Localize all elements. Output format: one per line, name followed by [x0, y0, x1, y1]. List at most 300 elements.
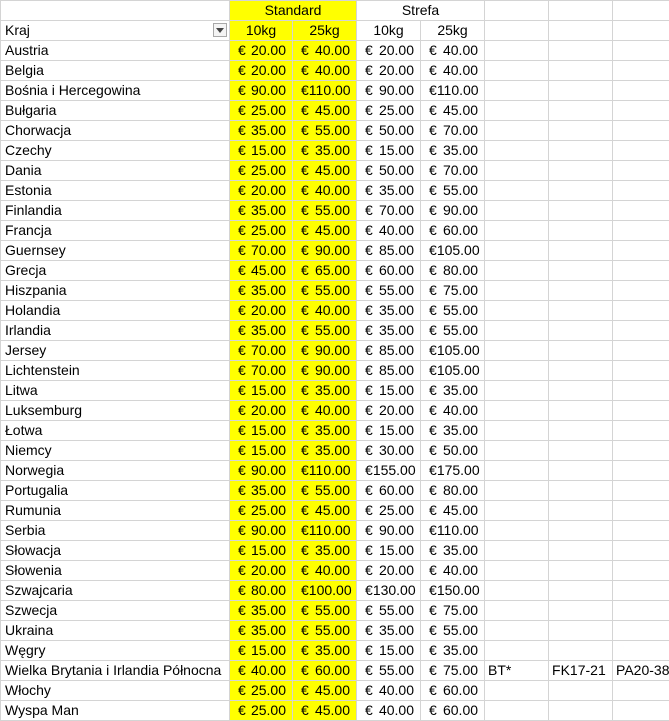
- table-row: [1, 181, 669, 201]
- price-cell-s25[interactable]: [293, 621, 357, 641]
- price-cell-s25[interactable]: [293, 381, 357, 401]
- price-cell-s25[interactable]: [293, 181, 357, 201]
- extra-cell-e2[interactable]: [549, 321, 613, 341]
- country-cell[interactable]: Litwa: [1, 381, 230, 401]
- extra-cell-e3[interactable]: [613, 121, 669, 141]
- price-cell-s25[interactable]: [293, 601, 357, 621]
- extra-cell-e3[interactable]: [613, 81, 669, 101]
- price-cell-z10[interactable]: [357, 121, 421, 141]
- price-cell-s10[interactable]: [230, 261, 293, 281]
- price-cell-z10[interactable]: [357, 181, 421, 201]
- price-cell-s25[interactable]: [293, 41, 357, 61]
- extra-cell-e3[interactable]: [613, 281, 669, 301]
- extra-cell-e1[interactable]: [485, 181, 549, 201]
- extra-cell-e2[interactable]: [549, 61, 613, 81]
- extra-cell-e3[interactable]: [613, 701, 669, 721]
- extra-cell-e1[interactable]: [485, 641, 549, 661]
- price-cell-z10[interactable]: [357, 101, 421, 121]
- country-cell[interactable]: Belgia: [1, 61, 230, 81]
- extra-cell-e3[interactable]: [613, 341, 669, 361]
- price-cell-z10[interactable]: [357, 521, 421, 541]
- extra-cell-e3[interactable]: [613, 441, 669, 461]
- price-cell-s25[interactable]: [293, 141, 357, 161]
- price-cell-z10[interactable]: [357, 401, 421, 421]
- extra-cell-e1[interactable]: [485, 621, 549, 641]
- price-cell-s25[interactable]: [293, 61, 357, 81]
- header-standard-25kg[interactable]: 25kg: [293, 21, 357, 41]
- extra-cell-e1[interactable]: [485, 601, 549, 621]
- price-cell-z10[interactable]: [357, 61, 421, 81]
- price-cell-s25[interactable]: [293, 681, 357, 701]
- country-cell[interactable]: Słowenia: [1, 561, 230, 581]
- price-cell-s25[interactable]: [293, 281, 357, 301]
- price-cell-s10[interactable]: [230, 421, 293, 441]
- price-cell-s25[interactable]: [293, 701, 357, 721]
- price-cell-s10[interactable]: [230, 481, 293, 501]
- price-cell-s10[interactable]: [230, 101, 293, 121]
- extra-cell-e2[interactable]: [549, 681, 613, 701]
- extra-cell-e2[interactable]: [549, 221, 613, 241]
- extra-cell-e2[interactable]: [549, 401, 613, 421]
- price-cell-z10[interactable]: [357, 141, 421, 161]
- price-cell-s10[interactable]: [230, 281, 293, 301]
- price-cell-z25[interactable]: [421, 221, 485, 241]
- price-cell-z25[interactable]: [421, 161, 485, 181]
- extra-cell-e2[interactable]: [549, 201, 613, 221]
- country-cell[interactable]: Słowacja: [1, 541, 230, 561]
- country-cell[interactable]: Bośnia i Hercegowina: [1, 81, 230, 101]
- country-cell[interactable]: Łotwa: [1, 421, 230, 441]
- price-cell-s10[interactable]: [230, 161, 293, 181]
- country-cell[interactable]: Czechy: [1, 141, 230, 161]
- extra-cell-e1[interactable]: [485, 101, 549, 121]
- price-cell-z10[interactable]: [357, 581, 421, 601]
- country-cell[interactable]: Serbia: [1, 521, 230, 541]
- extra-cell-e1[interactable]: BT*: [485, 661, 549, 681]
- price-cell-s25[interactable]: [293, 421, 357, 441]
- country-cell[interactable]: Hiszpania: [1, 281, 230, 301]
- header-strefa-10kg[interactable]: 10kg: [357, 21, 421, 41]
- price-cell-s25[interactable]: [293, 321, 357, 341]
- price-cell-z25[interactable]: [421, 601, 485, 621]
- extra-cell-e2[interactable]: [549, 601, 613, 621]
- price-value: 45.00: [314, 682, 351, 698]
- price-cell-s10[interactable]: [230, 241, 293, 261]
- price-cell-s10[interactable]: [230, 181, 293, 201]
- price-cell-z25[interactable]: [421, 201, 485, 221]
- price-cell-z25[interactable]: [421, 401, 485, 421]
- price-cell-s25[interactable]: [293, 161, 357, 181]
- extra-cell-e3[interactable]: [613, 181, 669, 201]
- price-cell-s25[interactable]: [293, 341, 357, 361]
- price-cell-z25[interactable]: [421, 441, 485, 461]
- country-cell[interactable]: Holandia: [1, 301, 230, 321]
- country-cell[interactable]: Bułgaria: [1, 101, 230, 121]
- extra-cell-e2[interactable]: [549, 521, 613, 541]
- price-cell-z10[interactable]: [357, 541, 421, 561]
- extra-cell-e2[interactable]: [549, 501, 613, 521]
- price-cell-z10[interactable]: [357, 261, 421, 281]
- price-cell-z10[interactable]: [357, 381, 421, 401]
- price-cell-s10[interactable]: [230, 401, 293, 421]
- extra-cell-e2[interactable]: [549, 301, 613, 321]
- price-cell-z25[interactable]: [421, 181, 485, 201]
- extra-cell-e2[interactable]: [549, 141, 613, 161]
- extra-cell-e2[interactable]: [549, 121, 613, 141]
- currency-symbol: €: [365, 122, 373, 138]
- price-cell-s25[interactable]: [293, 101, 357, 121]
- price-cell-s25[interactable]: [293, 581, 357, 601]
- price-cell-s10[interactable]: [230, 681, 293, 701]
- extra-cell-e1[interactable]: [485, 41, 549, 61]
- extra-cell-e3[interactable]: [613, 221, 669, 241]
- extra-cell-e2[interactable]: [549, 621, 613, 641]
- price-cell-s25[interactable]: [293, 261, 357, 281]
- extra-cell-e1[interactable]: [485, 341, 549, 361]
- price-cell-z25[interactable]: [421, 681, 485, 701]
- price-cell-z10[interactable]: [357, 301, 421, 321]
- price-cell-s10[interactable]: [230, 601, 293, 621]
- currency-symbol: €: [429, 162, 437, 178]
- price-cell-s10[interactable]: [230, 121, 293, 141]
- price-cell-z25[interactable]: [421, 121, 485, 141]
- extra-cell-e1[interactable]: [485, 221, 549, 241]
- extra-cell-e1[interactable]: [485, 241, 549, 261]
- extra-cell-e2[interactable]: [549, 641, 613, 661]
- extra-cell-e2[interactable]: [549, 341, 613, 361]
- price-cell-z25[interactable]: [421, 281, 485, 301]
- price-cell-s10[interactable]: [230, 461, 293, 481]
- price-cell-z25[interactable]: [421, 701, 485, 721]
- extra-cell-e2[interactable]: [549, 241, 613, 261]
- price-cell-z10[interactable]: [357, 241, 421, 261]
- price-cell-z10[interactable]: [357, 81, 421, 101]
- extra-cell-e2[interactable]: [549, 161, 613, 181]
- cell-empty-a1[interactable]: [1, 1, 230, 21]
- country-cell[interactable]: Jersey: [1, 341, 230, 361]
- extra-cell-e3[interactable]: [613, 201, 669, 221]
- extra-cell-e1[interactable]: [485, 361, 549, 381]
- price-cell-s10[interactable]: [230, 301, 293, 321]
- price-cell-z10[interactable]: [357, 461, 421, 481]
- price-cell-s25[interactable]: [293, 521, 357, 541]
- price-cell-z25[interactable]: [421, 41, 485, 61]
- price-cell-s10[interactable]: [230, 201, 293, 221]
- country-cell[interactable]: Wyspa Man: [1, 701, 230, 721]
- price-cell-z25[interactable]: [421, 581, 485, 601]
- extra-cell-e3[interactable]: [613, 481, 669, 501]
- country-cell[interactable]: Lichtenstein: [1, 361, 230, 381]
- price-cell-z25[interactable]: [421, 241, 485, 261]
- price-cell-z10[interactable]: [357, 661, 421, 681]
- price-cell-z10[interactable]: [357, 281, 421, 301]
- price-cell-s10[interactable]: [230, 581, 293, 601]
- country-cell[interactable]: Wielka Brytania i Irlandia Północna: [1, 661, 230, 681]
- price-cell-s25[interactable]: [293, 661, 357, 681]
- price-value: 40.00: [314, 182, 351, 198]
- extra-cell-e3[interactable]: [613, 621, 669, 641]
- price-cell-z10[interactable]: [357, 621, 421, 641]
- cell-empty[interactable]: [485, 1, 549, 21]
- price-cell-s10[interactable]: [230, 41, 293, 61]
- country-cell[interactable]: Norwegia: [1, 461, 230, 481]
- extra-cell-e2[interactable]: [549, 41, 613, 61]
- extra-cell-e2[interactable]: [549, 101, 613, 121]
- price-cell-s10[interactable]: [230, 321, 293, 341]
- extra-cell-e3[interactable]: [613, 581, 669, 601]
- extra-cell-e1[interactable]: [485, 561, 549, 581]
- price-cell-s25[interactable]: [293, 221, 357, 241]
- extra-cell-e1[interactable]: [485, 81, 549, 101]
- price-cell-z10[interactable]: [357, 701, 421, 721]
- extra-cell-e1[interactable]: [485, 581, 549, 601]
- extra-cell-e1[interactable]: [485, 141, 549, 161]
- extra-cell-e3[interactable]: [613, 241, 669, 261]
- extra-cell-e1[interactable]: [485, 381, 549, 401]
- country-cell[interactable]: Szwecja: [1, 601, 230, 621]
- price-cell-s10[interactable]: [230, 701, 293, 721]
- extra-cell-e3[interactable]: [613, 101, 669, 121]
- country-cell[interactable]: Austria: [1, 41, 230, 61]
- extra-cell-e3[interactable]: [613, 161, 669, 181]
- cell-empty[interactable]: [485, 21, 549, 41]
- extra-cell-e3[interactable]: [613, 521, 669, 541]
- price-cell-z25[interactable]: [421, 661, 485, 681]
- price-cell-s25[interactable]: [293, 441, 357, 461]
- price-cell-s25[interactable]: [293, 361, 357, 381]
- price-cell-z10[interactable]: [357, 341, 421, 361]
- price-cell-z10[interactable]: [357, 441, 421, 461]
- extra-cell-e1[interactable]: [485, 281, 549, 301]
- extra-cell-e1[interactable]: [485, 461, 549, 481]
- currency-symbol: €: [365, 462, 373, 478]
- price-cell-s25[interactable]: [293, 301, 357, 321]
- price-cell-z25[interactable]: [421, 381, 485, 401]
- extra-cell-e3[interactable]: [613, 141, 669, 161]
- extra-cell-e1[interactable]: [485, 421, 549, 441]
- price-cell-z10[interactable]: [357, 201, 421, 221]
- extra-cell-e1[interactable]: [485, 541, 549, 561]
- cell-empty[interactable]: [613, 21, 669, 41]
- price-cell-z10[interactable]: [357, 561, 421, 581]
- price-cell-z25[interactable]: [421, 521, 485, 541]
- extra-cell-e3[interactable]: [613, 61, 669, 81]
- price-cell-z25[interactable]: [421, 261, 485, 281]
- price-cell-s10[interactable]: [230, 641, 293, 661]
- extra-cell-e1[interactable]: [485, 161, 549, 181]
- header-standard-10kg[interactable]: 10kg: [230, 21, 293, 41]
- extra-cell-e2[interactable]: FK17-21: [549, 661, 613, 681]
- country-cell[interactable]: Francja: [1, 221, 230, 241]
- extra-cell-e2[interactable]: [549, 561, 613, 581]
- country-cell[interactable]: Ukraina: [1, 621, 230, 641]
- extra-cell-e2[interactable]: [549, 381, 613, 401]
- extra-cell-e3[interactable]: [613, 321, 669, 341]
- price-cell-s10[interactable]: [230, 361, 293, 381]
- price-cell-z10[interactable]: [357, 601, 421, 621]
- price-cell-z25[interactable]: [421, 341, 485, 361]
- currency-symbol: €: [301, 662, 309, 678]
- price-cell-z25[interactable]: [421, 481, 485, 501]
- extra-cell-e3[interactable]: [613, 541, 669, 561]
- currency-symbol: €: [429, 542, 437, 558]
- price-cell-z25[interactable]: [421, 621, 485, 641]
- extra-cell-e1[interactable]: [485, 441, 549, 461]
- extra-cell-e3[interactable]: [613, 641, 669, 661]
- price-cell-z25[interactable]: [421, 61, 485, 81]
- country-cell[interactable]: Niemcy: [1, 441, 230, 461]
- price-cell-s25[interactable]: [293, 481, 357, 501]
- price-cell-s10[interactable]: [230, 341, 293, 361]
- price-cell-z10[interactable]: [357, 361, 421, 381]
- extra-cell-e1[interactable]: [485, 61, 549, 81]
- price-cell-s25[interactable]: [293, 241, 357, 261]
- price-cell-s10[interactable]: [230, 141, 293, 161]
- price-cell-z25[interactable]: [421, 141, 485, 161]
- price-cell-s10[interactable]: [230, 521, 293, 541]
- price-cell-z10[interactable]: [357, 321, 421, 341]
- price-cell-z25[interactable]: [421, 541, 485, 561]
- country-cell[interactable]: Guernsey: [1, 241, 230, 261]
- extra-cell-e2[interactable]: [549, 81, 613, 101]
- extra-cell-e2[interactable]: [549, 181, 613, 201]
- country-cell[interactable]: Luksemburg: [1, 401, 230, 421]
- extra-cell-e1[interactable]: [485, 481, 549, 501]
- price-cell-z25[interactable]: [421, 81, 485, 101]
- price-cell-z25[interactable]: [421, 361, 485, 381]
- price-cell-z10[interactable]: [357, 161, 421, 181]
- extra-cell-e1[interactable]: [485, 681, 549, 701]
- extra-cell-e2[interactable]: [549, 441, 613, 461]
- price-cell-z10[interactable]: [357, 221, 421, 241]
- price-cell-z25[interactable]: [421, 561, 485, 581]
- extra-cell-e1[interactable]: [485, 121, 549, 141]
- price-cell-z25[interactable]: [421, 101, 485, 121]
- extra-cell-e2[interactable]: [549, 421, 613, 441]
- extra-cell-e3[interactable]: [613, 361, 669, 381]
- price-cell-s25[interactable]: [293, 121, 357, 141]
- price-cell-s25[interactable]: [293, 541, 357, 561]
- price-cell-s10[interactable]: [230, 381, 293, 401]
- extra-cell-e3[interactable]: [613, 401, 669, 421]
- extra-cell-e3[interactable]: PA20-38: [613, 661, 669, 681]
- extra-cell-e2[interactable]: [549, 261, 613, 281]
- price-cell-s10[interactable]: [230, 221, 293, 241]
- extra-cell-e3[interactable]: [613, 261, 669, 281]
- price-cell-s25[interactable]: [293, 561, 357, 581]
- extra-cell-e2[interactable]: [549, 481, 613, 501]
- country-cell[interactable]: Irlandia: [1, 321, 230, 341]
- price-cell-s10[interactable]: [230, 621, 293, 641]
- price-cell-z25[interactable]: [421, 301, 485, 321]
- extra-cell-e3[interactable]: [613, 501, 669, 521]
- country-cell[interactable]: Szwajcaria: [1, 581, 230, 601]
- price-cell-s25[interactable]: [293, 641, 357, 661]
- price-cell-s10[interactable]: [230, 81, 293, 101]
- price-cell-z10[interactable]: [357, 501, 421, 521]
- cell-empty[interactable]: [549, 21, 613, 41]
- extra-cell-e3[interactable]: [613, 421, 669, 441]
- extra-cell-e1[interactable]: [485, 521, 549, 541]
- currency-symbol: €: [301, 462, 309, 478]
- country-cell[interactable]: Finlandia: [1, 201, 230, 221]
- cell-empty[interactable]: [549, 1, 613, 21]
- currency-symbol: €: [238, 622, 246, 638]
- price-cell-s25[interactable]: [293, 461, 357, 481]
- currency-symbol: €: [429, 242, 437, 258]
- extra-cell-e3[interactable]: [613, 461, 669, 481]
- country-cell[interactable]: Chorwacja: [1, 121, 230, 141]
- header-standard[interactable]: Standard: [230, 1, 357, 21]
- extra-cell-e1[interactable]: [485, 301, 549, 321]
- country-cell[interactable]: Portugalia: [1, 481, 230, 501]
- price-cell-z25[interactable]: [421, 461, 485, 481]
- price-cell-s10[interactable]: [230, 441, 293, 461]
- country-cell[interactable]: Estonia: [1, 181, 230, 201]
- country-cell[interactable]: Grecja: [1, 261, 230, 281]
- extra-cell-e2[interactable]: [549, 461, 613, 481]
- extra-cell-e2[interactable]: [549, 281, 613, 301]
- extra-cell-e2[interactable]: [549, 701, 613, 721]
- table-row: [1, 261, 669, 281]
- extra-cell-e3[interactable]: [613, 41, 669, 61]
- price-cell-s25[interactable]: [293, 501, 357, 521]
- country-cell[interactable]: Rumunia: [1, 501, 230, 521]
- filter-dropdown-button[interactable]: [213, 23, 227, 37]
- extra-cell-e2[interactable]: [549, 541, 613, 561]
- price-cell-s10[interactable]: [230, 61, 293, 81]
- price-cell-s10[interactable]: [230, 661, 293, 681]
- price-cell-s10[interactable]: [230, 501, 293, 521]
- country-cell[interactable]: Węgry: [1, 641, 230, 661]
- price-cell-s25[interactable]: [293, 201, 357, 221]
- extra-cell-e3[interactable]: [613, 381, 669, 401]
- currency-symbol: €: [238, 182, 246, 198]
- price-cell-z10[interactable]: [357, 41, 421, 61]
- country-cell[interactable]: Dania: [1, 161, 230, 181]
- price-cell-z25[interactable]: [421, 421, 485, 441]
- extra-cell-e1[interactable]: [485, 261, 549, 281]
- price-cell-s25[interactable]: [293, 81, 357, 101]
- extra-cell-e1[interactable]: [485, 401, 549, 421]
- cell-empty[interactable]: [613, 1, 669, 21]
- price-cell-z10[interactable]: [357, 481, 421, 501]
- extra-cell-e3[interactable]: [613, 681, 669, 701]
- header-strefa-25kg[interactable]: 25kg: [421, 21, 485, 41]
- extra-cell-e2[interactable]: [549, 581, 613, 601]
- price-cell-z10[interactable]: [357, 421, 421, 441]
- extra-cell-e1[interactable]: [485, 201, 549, 221]
- extra-cell-e1[interactable]: [485, 701, 549, 721]
- extra-cell-e2[interactable]: [549, 361, 613, 381]
- price-cell-z25[interactable]: [421, 641, 485, 661]
- extra-cell-e1[interactable]: [485, 501, 549, 521]
- price-cell-s10[interactable]: [230, 541, 293, 561]
- extra-cell-e1[interactable]: [485, 321, 549, 341]
- price-cell-z10[interactable]: [357, 681, 421, 701]
- price-cell-s10[interactable]: [230, 561, 293, 581]
- extra-cell-e3[interactable]: [613, 561, 669, 581]
- extra-cell-e3[interactable]: [613, 601, 669, 621]
- country-cell[interactable]: Włochy: [1, 681, 230, 701]
- price-cell-z25[interactable]: [421, 321, 485, 341]
- price-cell-s25[interactable]: [293, 401, 357, 421]
- header-kraj-cell[interactable]: [1, 21, 230, 41]
- header-strefa[interactable]: Strefa: [357, 1, 485, 21]
- price-cell-z25[interactable]: [421, 501, 485, 521]
- price-cell-z10[interactable]: [357, 641, 421, 661]
- extra-cell-e3[interactable]: [613, 301, 669, 321]
